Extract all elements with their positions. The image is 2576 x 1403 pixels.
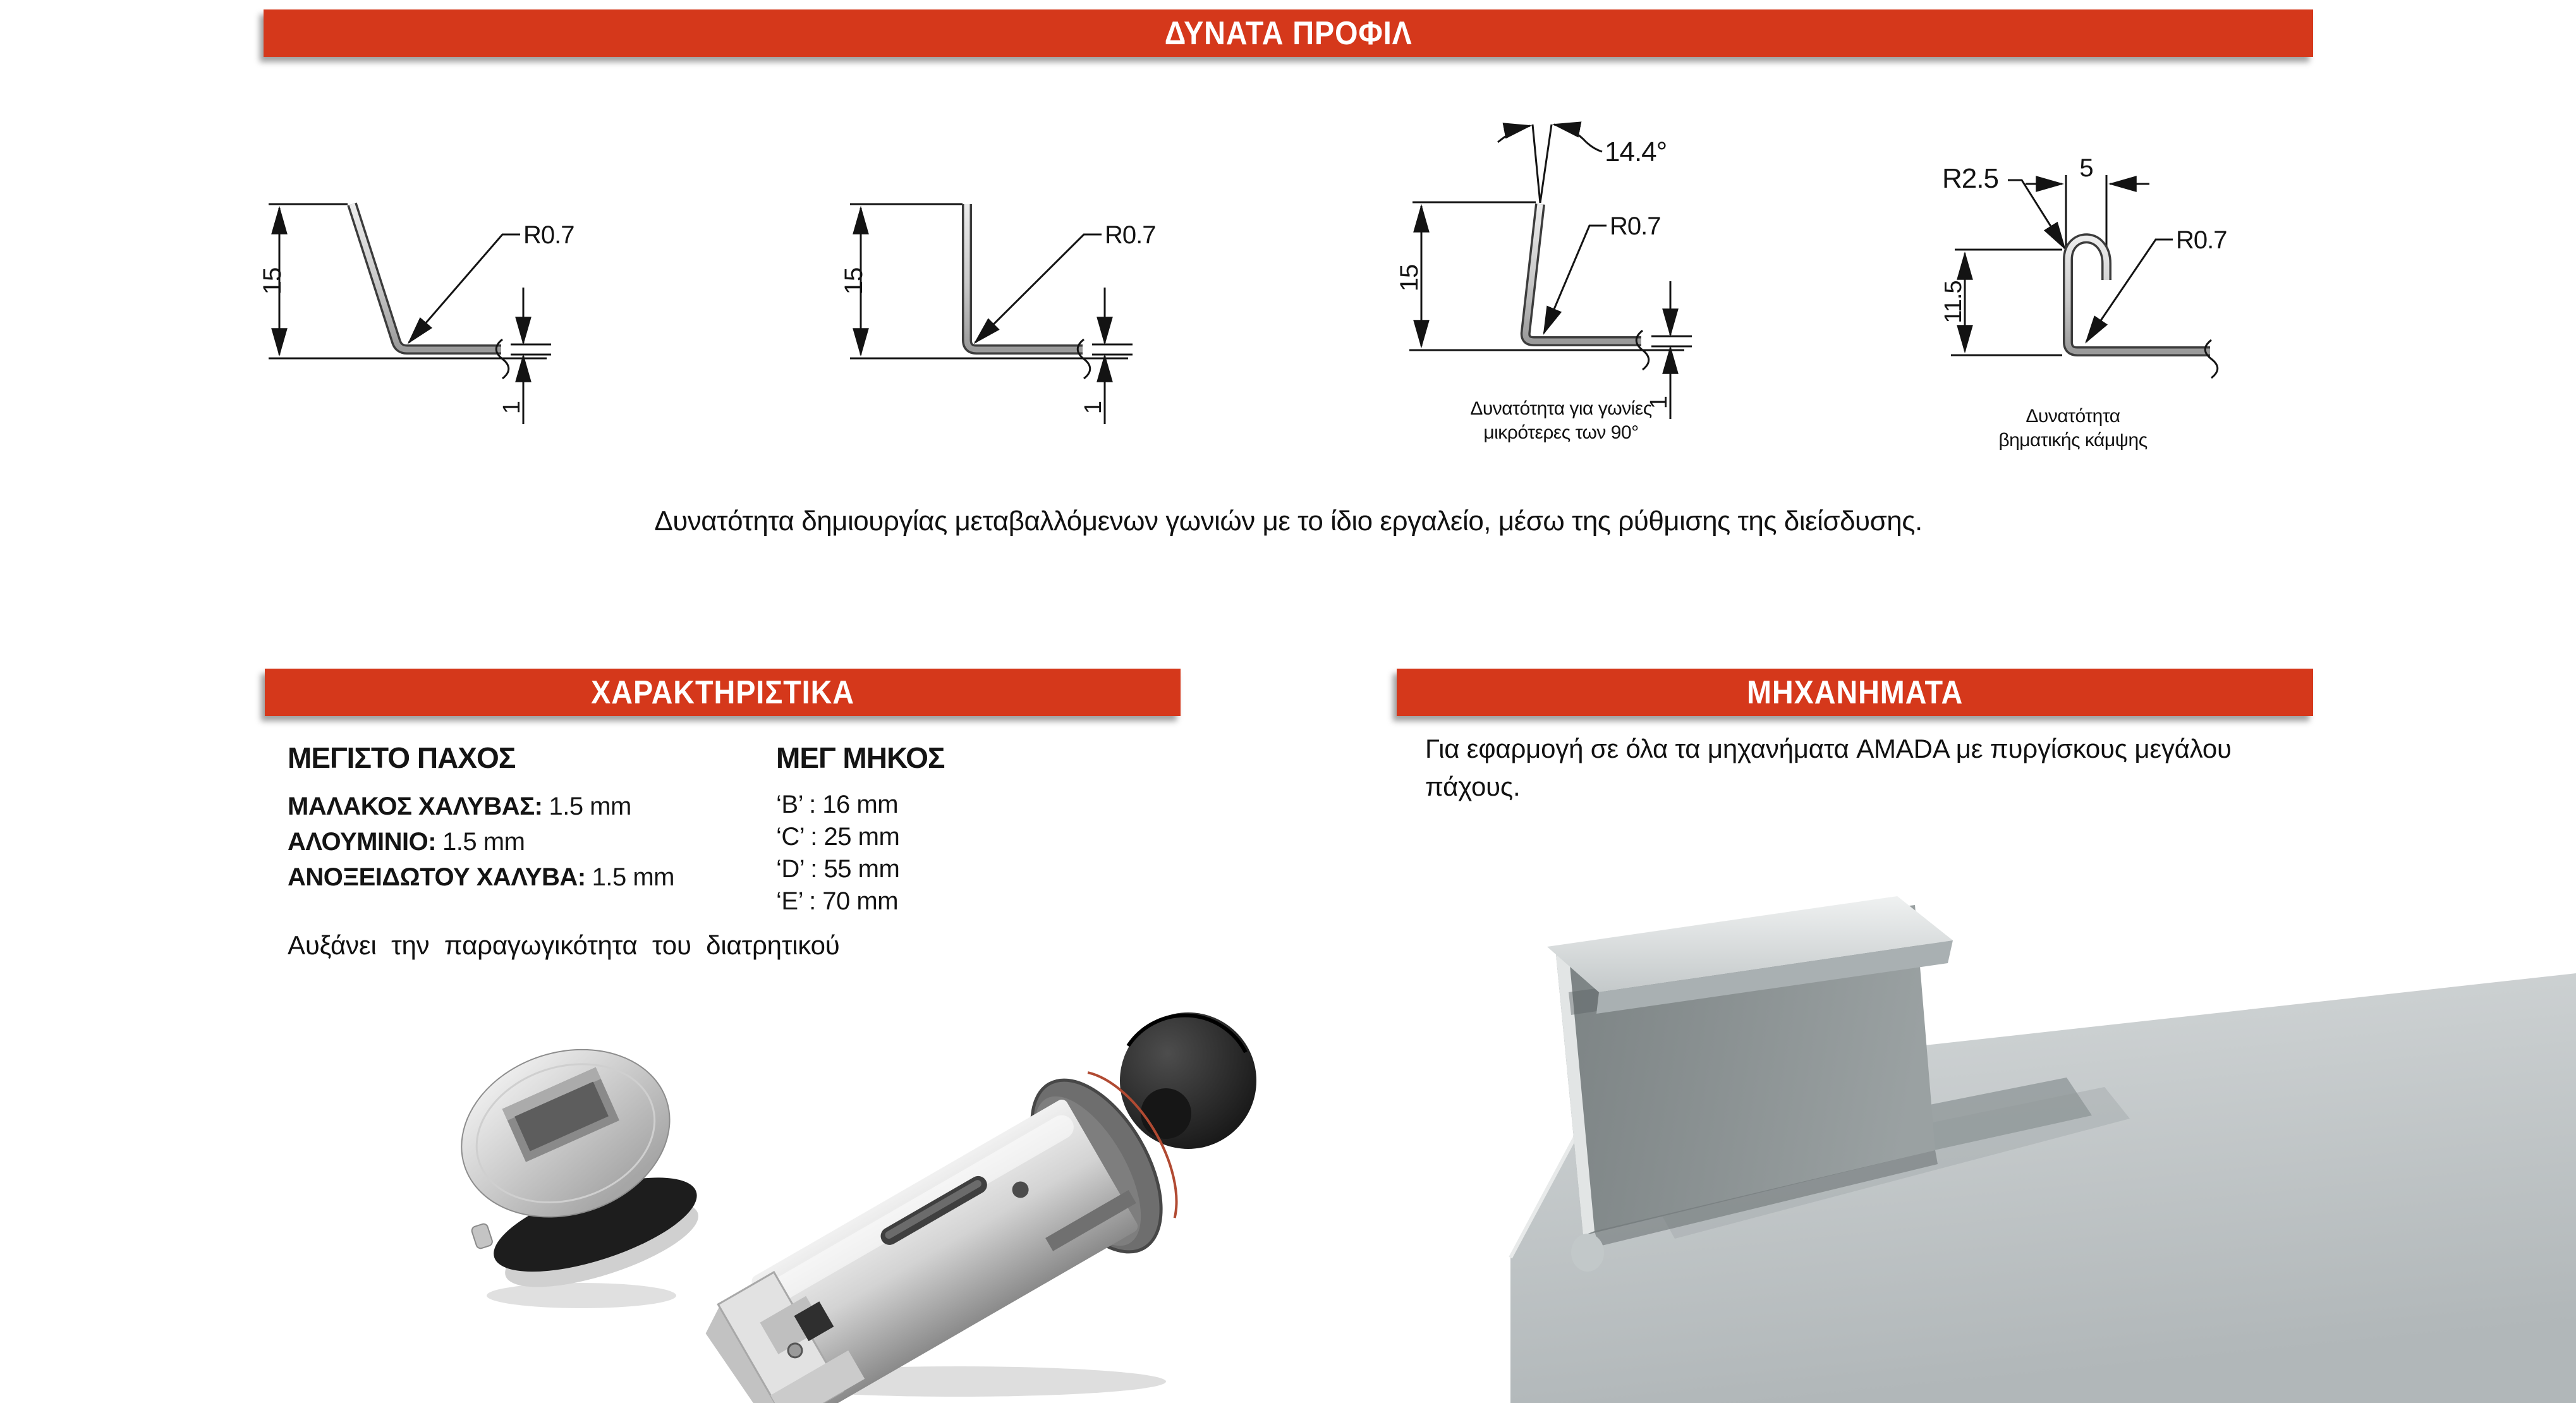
angle-leader xyxy=(1586,142,1602,152)
thickness-item-value: 1.5 mm xyxy=(442,828,525,856)
caption-line: βηματικής κάμψης xyxy=(1998,430,2148,451)
profile-drawing-2 xyxy=(840,186,1156,427)
characteristics-banner-title: ΧΑΡΑΚΤΗΡΙΣΤΙΚΑ xyxy=(591,674,854,711)
profile-metal xyxy=(967,204,1083,349)
radius-label: R0.7 xyxy=(523,221,574,249)
radius-leader xyxy=(1544,226,1607,333)
thickness-item-label: ΑΝΟΞΕΙΔΩΤΟΥ ΧΑΛΥΒΑ: xyxy=(288,863,586,891)
profile-drawing-1 xyxy=(258,186,574,427)
max-length-title: ΜΕΓ ΜΗΚΟΣ xyxy=(776,741,945,774)
angle-arc-left xyxy=(1498,126,1530,142)
thickness-item-label: ΑΛΟΥΜΙΝΙΟ: xyxy=(288,828,437,856)
angle-line-left xyxy=(1533,125,1540,203)
drawing-4-caption xyxy=(1934,404,2212,453)
productivity-note: Αυξάνει την παραγωγικότητα του διατρητικού xyxy=(288,930,840,960)
die-body-group xyxy=(427,1024,712,1311)
profile-drawing-3 xyxy=(1394,123,1798,427)
radius-leader xyxy=(2086,240,2173,342)
thickness-item xyxy=(288,859,674,895)
profile-metal xyxy=(352,204,501,349)
height-dim-label: 11.5 xyxy=(1940,281,1967,324)
profile-outline xyxy=(967,204,1083,349)
break-symbol xyxy=(2205,340,2218,378)
thickness-dim-label: 1 xyxy=(499,401,525,415)
thickness-item xyxy=(288,789,674,824)
die-pin xyxy=(471,1223,494,1249)
die-shadow xyxy=(487,1283,676,1308)
intro-note: Δυνατότητα δημιουργίας μεταβαλλόμενων γωνιών με το ίδιο εργαλείο, μέσω της ρύθμισης της διείσδυσης. xyxy=(654,506,1923,537)
angle-arc-right xyxy=(1554,125,1586,142)
height-dim-label: 15 xyxy=(258,267,286,295)
length-item: ‘D’ : 55 mm xyxy=(776,855,900,883)
height-dim-label: 15 xyxy=(1395,264,1423,292)
machines-banner-title: ΜΗΧΑΝΗΜΑΤΑ xyxy=(1746,674,1964,711)
profile-outline xyxy=(2068,238,2210,351)
machines-description: Για εφαρμογή σε όλα τα μηχανήματα AMADA με πυργίσκους μεγάλου πάχους. xyxy=(1425,734,2232,801)
caption-line: μικρότερες των 90° xyxy=(1483,422,1639,444)
angle-label: 14.4° xyxy=(1605,137,1667,167)
radius-leader xyxy=(409,234,520,343)
caption-line: Δυνατότητα xyxy=(2026,406,2120,427)
punch-cylinder xyxy=(693,1093,1148,1403)
angle-line-right xyxy=(1540,125,1552,203)
length-item: ‘B’ : 16 mm xyxy=(776,791,899,818)
thickness-item-value: 1.5 mm xyxy=(592,863,674,891)
drawing-3-caption xyxy=(1416,397,1706,446)
thickness-dim-label: 1 xyxy=(1080,401,1107,415)
thickness-item-value: 1.5 mm xyxy=(549,793,631,820)
radius-leader xyxy=(975,234,1102,343)
max-thickness-title: ΜΕΓΙΣΤΟ ΠΑΧΟΣ xyxy=(288,741,516,774)
length-item: ‘E’ : 70 mm xyxy=(776,887,899,915)
height-dim-label: 15 xyxy=(840,267,868,295)
die-photo xyxy=(442,1030,714,1315)
radius-top-leader xyxy=(2008,180,2065,248)
max-thickness-column xyxy=(288,741,674,895)
punch-head-hub xyxy=(1141,1088,1191,1139)
sheet-metal-photo xyxy=(1510,866,2576,1403)
thickness-item xyxy=(288,824,674,859)
length-item: ‘C’ : 25 mm xyxy=(776,823,900,851)
thickness-dim-label: 1 xyxy=(1646,396,1672,410)
top-banner-title: ΔΥΝΑΤΑ ΠΡΟΦΙΛ xyxy=(1164,15,1413,52)
profile-metal xyxy=(2068,238,2210,351)
caption-line: Δυνατότητα για γωνίες xyxy=(1470,398,1652,419)
punch-photo xyxy=(686,1005,1267,1403)
radius-label: R0.7 xyxy=(1105,221,1156,249)
profile-drawing-4 xyxy=(1937,155,2335,420)
radius-top-label: R2.5 xyxy=(1942,163,1998,194)
relief-notch xyxy=(1571,1234,1604,1272)
radius-label: R0.7 xyxy=(2176,226,2227,254)
thickness-item-label: ΜΑΛΑΚΟΣ ΧΑΛΥΒΑΣ: xyxy=(288,793,543,820)
max-length-column xyxy=(776,741,944,918)
radius-label: R0.7 xyxy=(1610,212,1661,240)
width-dim-label: 5 xyxy=(2079,154,2093,182)
top-banner xyxy=(264,9,2313,57)
characteristics-banner xyxy=(265,669,1181,716)
machines-banner xyxy=(1397,669,2313,716)
